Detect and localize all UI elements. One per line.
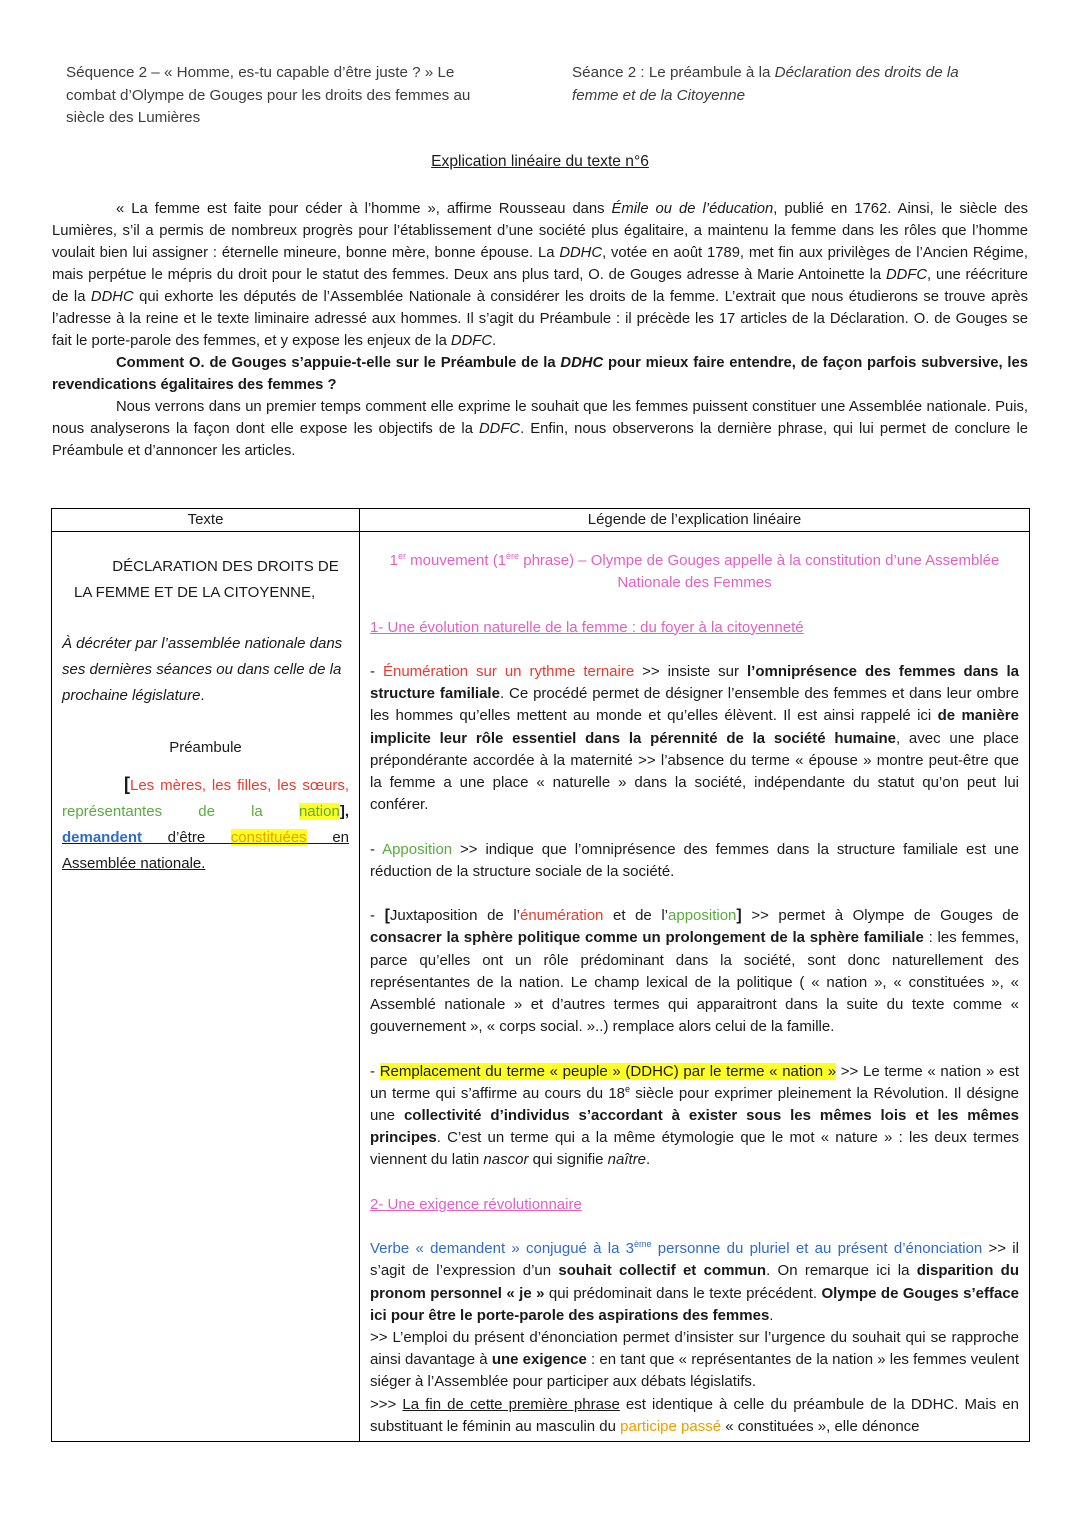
movement-1-title (370, 550, 1019, 594)
participle-constituees: constituées (230, 828, 307, 846)
analysis-text: Juxtaposition de l’ (389, 907, 520, 925)
intro-text: , votée en août 1789, met fin aux privilèges de l’Ancien Régime, mais perpétue le mépris du droit pour le statut des femmes. Deux ans plus tard, O. de Gouges adresse à Marie Antoinette la (52, 245, 1028, 283)
analysis-ending (370, 1394, 1019, 1438)
analysis-text: Olympe de Gouges s’efface ici pour être le porte-parole des aspirations des femmes (370, 1284, 1019, 1324)
analysis-text: : les femmes, parce qu’elles ont un rôle prédominant dans la société, sont donc naturellement des représentantes de la nation. Le champ lexical de la politique ( « nation », « constituées », « Assemblé nationale » et d’autres termes qui apparaitront dans la suite du texte comme « gouvernement », « corps social. »..) remplace alors celui de la famille. (370, 929, 1019, 1036)
preamble-text (62, 772, 349, 799)
analysis-text: énumération (520, 907, 604, 925)
nation-highlight: nation (298, 803, 340, 821)
analysis-text: et de l’ (603, 907, 669, 925)
analysis-text: - (370, 907, 385, 925)
legend-cell (360, 532, 1030, 1442)
subsection-1-title: 1- Une évolution naturelle de la femme : du foyer à la citoyenneté (370, 618, 804, 636)
decreter-italic: À décréter par l’assemblée nationale dans ses dernières séances ou dans celle de la prochaine législature (62, 635, 343, 704)
problematique (52, 352, 1028, 396)
analysis-verb (370, 1238, 1019, 1327)
intro-text: DDFC (885, 267, 928, 283)
analysis-text: « constituées », elle dénonce (721, 1417, 920, 1435)
intro-text: DDHC (90, 289, 134, 305)
intro-text: Émile ou de l’éducation (611, 201, 774, 217)
analysis-text: de manière implicite leur rôle essentiel dans la pérennité de la société humaine (370, 707, 1019, 747)
session-header-title: Déclaration des droits de la femme et de la Citoyenne (572, 64, 959, 104)
analysis-enumeration (370, 661, 1019, 816)
intro-text: Nous verrons dans un premier temps comment elle exprime le souhait que les femmes puissent constituer une Assemblée nationale. Puis, nous analyserons la façon dont elle expose les objectifs de la (52, 399, 1028, 437)
intro-text: . Enfin, nous observerons la dernière phrase, qui lui permet de conclure le Préambule et d’annoncer les articles. (52, 421, 1028, 459)
column-header-text: Texte (52, 509, 360, 532)
analysis-text: participe passé (620, 1417, 722, 1435)
analysis-text: consacrer la sphère politique comme un prolongement de la sphère familiale (370, 929, 924, 947)
declaration-title-line2: LA FEMME ET DE LA CITOYENNE, (74, 583, 316, 601)
introduction (52, 198, 1028, 462)
preamble-text-fragment: d’être (142, 828, 231, 846)
decreter-text (62, 631, 349, 708)
column-header-legend: Légende de l’explication linéaire (360, 509, 1030, 532)
preamble-text (62, 825, 349, 851)
analysis-text: . (769, 1306, 774, 1324)
preamble-text-fragment: en (306, 828, 349, 846)
analysis-text: >>> (370, 1395, 403, 1413)
session-header-prefix: Séance 2 : Le préambule à la (572, 64, 775, 81)
preamble-heading: Préambule (169, 738, 242, 756)
analysis-juxtaposition (370, 905, 1019, 1038)
analysis-text: apposition (668, 907, 737, 925)
analysis-text: naître (607, 1151, 647, 1169)
enumeration-text: Les mères, les filles, les sœurs, (130, 777, 349, 795)
analysis-text: . C’est un terme qui a la même étymologie que le mot « nature » : les deux termes viennent du latin (370, 1129, 1019, 1169)
analysis-text: collectivité d’individus s’accordant à exister sous les mêmes lois et les mêmes principes (370, 1107, 1019, 1147)
analysis-text: - (370, 662, 383, 680)
analysis-text: l’omniprésence des femmes dans la structure familiale (370, 662, 1020, 703)
analysis-text: une exigence (491, 1351, 587, 1369)
movement-title-sup: ère (506, 551, 520, 561)
intro-text: « La femme est faite pour céder à l’homme », affirme Rousseau dans (116, 201, 612, 217)
intro-paragraph-1 (52, 198, 1028, 352)
analysis-present (370, 1327, 1019, 1394)
analysis-text: souhait collectif et commun (558, 1262, 767, 1280)
analysis-text: . (646, 1151, 651, 1169)
analysis-text: : en tant que « représentantes de la nation » les femmes veulent siéger à l’Assemblée pour participer aux débats législatifs. (370, 1351, 1019, 1391)
analysis-text: Verbe « demandent » conjugué à la 3 (370, 1240, 635, 1258)
movement-title-text: mouvement (1 (406, 552, 507, 569)
intro-paragraph-plan (52, 396, 1028, 462)
analysis-text: disparition du pronom personnel « je » (370, 1262, 1019, 1302)
bracket-close: ], (339, 803, 349, 821)
intro-text: pour mieux faire entendre, de façon parfois subversive, les revendications égalitaires des femmes ? (52, 355, 1028, 393)
intro-text: Comment O. de Gouges s’appuie-t-elle sur le Préambule de la (116, 355, 561, 371)
analysis-text: - (370, 840, 383, 858)
analysis-text: . On remarque ici la (766, 1262, 917, 1280)
intro-text: qui exhorte les députés de l’Assemblée Nationale à considérer les droits de la femme. L’extrait que nous étudierons se trouve après l’adresse à la reine et le texte liminaire adressé aux hommes. Il s’agit du Préambule : il précède les 17 articles de la Déclaration. O. de Gouges se fait le porte-parole des femmes, et y expose les enjeux de la (52, 289, 1028, 349)
analysis-text: >> L’emploi du présent d’énonciation permet d’insister sur l’urgence du souhait qui se rapproche ainsi davantage à (370, 1329, 1019, 1369)
intro-text: DDFC (450, 333, 493, 349)
bracket-open: [ (124, 774, 130, 795)
analysis-text: Remplacement du terme « peuple » (DDHC) par le terme « nation » (379, 1062, 837, 1080)
table-row (52, 532, 1030, 1442)
analysis-text: [ (384, 907, 390, 925)
analysis-text: est identique à celle du préambule de la DDHC. Mais en substituant le féminin au masculin du (370, 1395, 1019, 1435)
intro-text: DDFC (479, 421, 521, 437)
analysis-text: >> insiste sur (634, 662, 747, 680)
verb-demandent: demandent (62, 828, 143, 846)
source-text-cell (52, 532, 360, 1442)
declaration-title-line1: DÉCLARATION DES DROITS DE (112, 558, 339, 575)
table-header-row (52, 509, 1030, 532)
session-header (572, 62, 992, 107)
movement-title-text: 1 (389, 552, 398, 569)
analysis-table (51, 508, 1030, 1442)
analysis-text: ème (634, 1239, 652, 1250)
intro-text: , une réécriture de la (52, 267, 1028, 305)
intro-text: . (492, 333, 497, 349)
analysis-text: personne du pluriel et au présent d’énonciation (651, 1240, 983, 1258)
analysis-text: qui prédominait dans le texte précédent. (544, 1284, 822, 1302)
intro-text: DDHC (559, 245, 603, 261)
analysis-text: ] (736, 907, 742, 925)
analysis-text: , avec une place prépondérante accordée à la maternité >> l’absence du terme « épouse » montre peut-être que la femme a une place « naturelle » dans la société, indépendante du statut qu’on peut lui conférer. (370, 729, 1019, 814)
analysis-text: La fin de cette première phrase (402, 1395, 620, 1413)
movement-title-text: phrase) – Olympe de Gouges appelle à la constitution d’une Assemblée Nationale des Femmes (519, 552, 1000, 592)
analysis-text: >> il s’agit de l’expression d’un (370, 1240, 1019, 1280)
analysis-text: >> Le terme « nation » est un terme qui s’affirme au cours du 18 (370, 1062, 1019, 1102)
page-title: Explication linéaire du texte n°6 (431, 153, 649, 170)
analysis-text: . Ce procédé permet de désigner l’ensemble des femmes et dans leur ombre les hommes qu’elles mettent au monde et qu’elles élèvent. Il est ainsi rappelé ici (370, 685, 1020, 725)
analysis-text: >> permet à Olympe de Gouges de (741, 907, 1019, 925)
decreter-end: . (200, 686, 205, 704)
analysis-apposition (370, 839, 1019, 883)
apposition-text: représentantes de la (62, 803, 299, 821)
assemblee-text: Assemblée nationale. (62, 854, 206, 872)
sequence-header: Séquence 2 – « Homme, es-tu capable d’être juste ? » Le combat d’Olympe de Gouges pour les droits des femmes au siècle des Lumières (66, 64, 471, 127)
analysis-text: >> indique que l’omniprésence des femmes dans la structure familiale est une réduction de la structure sociale de la société. (370, 840, 1019, 880)
subsection-2-title: 2- Une exigence révolutionnaire (370, 1195, 582, 1213)
analysis-text: Énumération sur un rythme ternaire (382, 662, 635, 680)
analysis-text: siècle pour exprimer pleinement la Révolution. Il désigne une (370, 1084, 1020, 1124)
preamble-text (62, 799, 349, 825)
intro-text: DDHC (560, 355, 604, 371)
analysis-text: Apposition (382, 840, 453, 858)
intro-text: , publié en 1762. Ainsi, le siècle des Lumières, s’il a permis de nombreux progrès pour l’établissement d’une société plus égalitaire, a maintenu la femme dans les rôles que l’homme voulait bien lui assigner : éternelle mineure, bonne mère, bonne épouse. La (52, 201, 1028, 261)
movement-title-sup: er (397, 551, 406, 561)
analysis-text: qui signifie (528, 1151, 608, 1169)
analysis-text: e (625, 1083, 631, 1094)
analysis-text: nascor (483, 1151, 529, 1169)
analysis-text: - (370, 1062, 380, 1080)
analysis-nation (370, 1061, 1019, 1172)
